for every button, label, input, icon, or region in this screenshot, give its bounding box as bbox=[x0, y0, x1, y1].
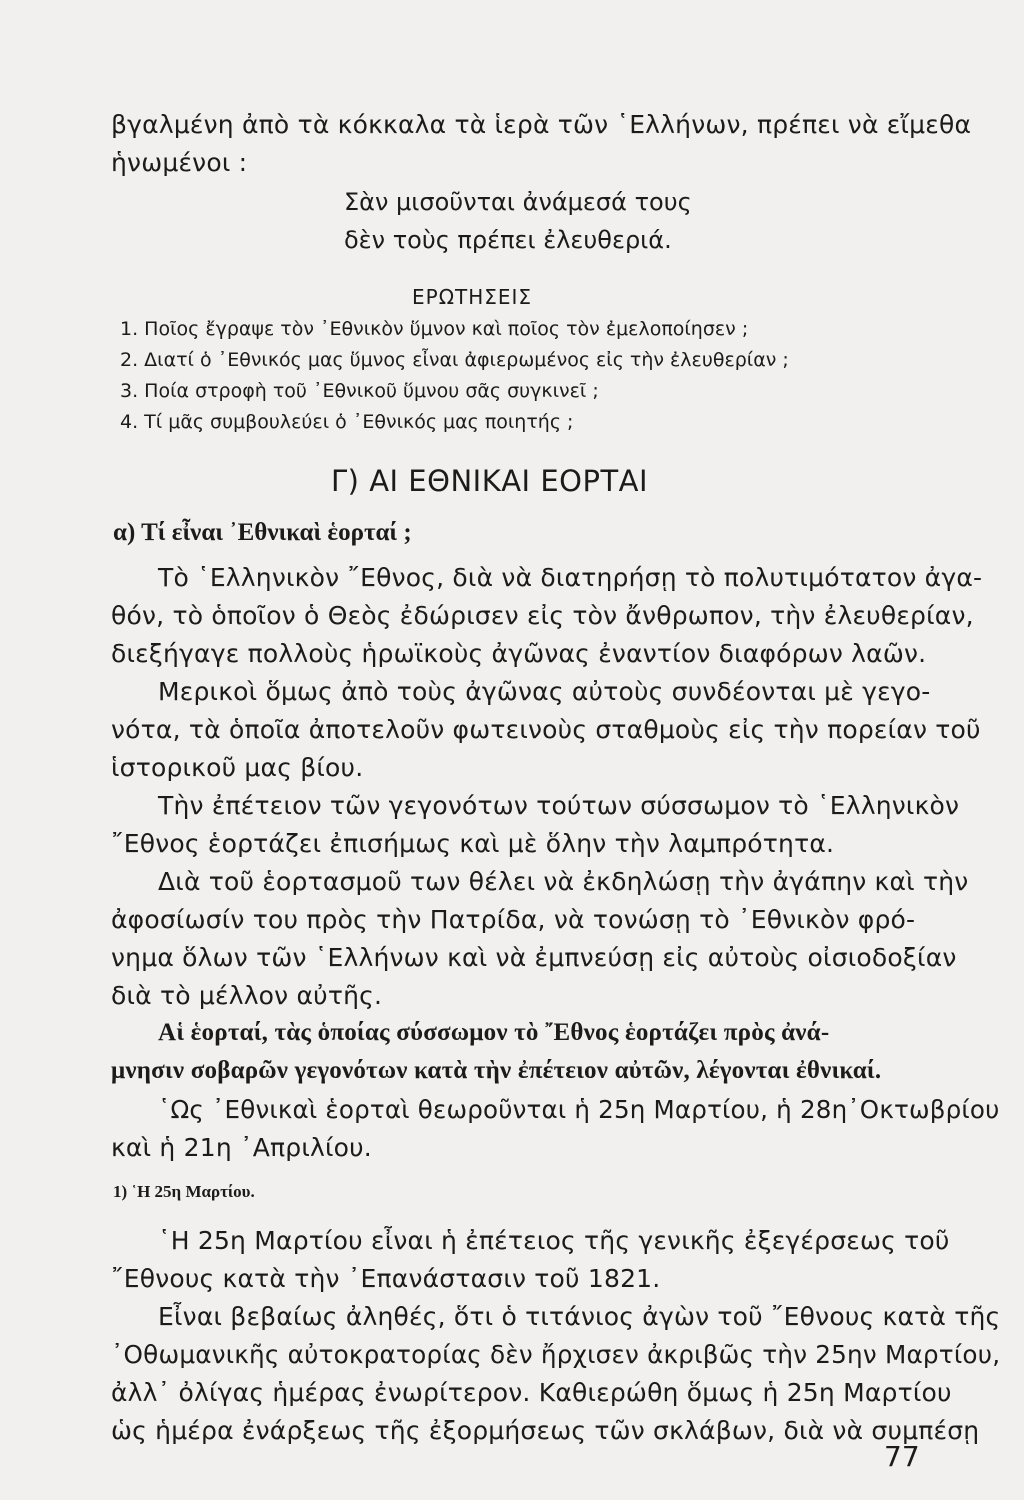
subsection-1-heading: 1) ῾Η 25η Μαρτίου. bbox=[113, 1182, 255, 1201]
march-para-2-line-2: ᾽Οθωμανικῆς αὐτοκρατορίας δὲν ἤρχισεν ἀκριβῶς τὴν 25ην Μαρτίου, bbox=[111, 1340, 1001, 1369]
para-2-line-1: Μερικοὶ ὅμως ἀπὸ τοὺς ἀγῶνας αὐτοὺς συνδέονται μὲ γεγο- bbox=[158, 677, 931, 706]
subsection-a-heading: α) Τί εἶναι ᾽Εθνικαὶ ἑορταί ; bbox=[113, 519, 412, 546]
para-4-line-2: ἀφοσίωσίν του πρὸς τὴν Πατρίδα, νὰ τονώσῃ τὸ ᾽Εθνικὸν φρό- bbox=[111, 905, 916, 934]
quote-line-2: δὲν τοὺς πρέπει ἐλευθεριά. bbox=[344, 226, 672, 254]
march-para-2-line-3: ἀλλ᾽ ὀλίγας ἡμέρας ἐνωρίτερον. Καθιερώθη ὅμως ἡ 25η Μαρτίου bbox=[111, 1378, 952, 1407]
march-para-2-line-4: ὡς ἡμέρα ἐνάρξεως τῆς ἐξορμήσεως τῶν σκλάβων, διὰ νὰ συμπέσῃ bbox=[111, 1416, 980, 1445]
para-5-line-1: ῾Ως ᾽Εθνικαὶ ἑορταὶ θεωροῦνται ἡ 25η Μαρτίου, ἡ 28η᾽Οκτωβρίου bbox=[158, 1095, 1000, 1124]
question-1: 1. Ποῖος ἔγραψε τὸν ᾽Εθνικὸν ὕμνον καὶ ποῖος τὸν ἐμελοποίησεν ; bbox=[120, 318, 749, 340]
march-para-2-line-1: Εἶναι βεβαίως ἀληθές, ὅτι ὁ τιτάνιος ἀγὼν τοῦ ῎Εθνους κατὰ τῆς bbox=[158, 1302, 1001, 1331]
para-4-line-3: νημα ὅλων τῶν ῾Ελλήνων καὶ νὰ ἐμπνεύσῃ εἰς αὐτοὺς οἰσιοδοξίαν bbox=[111, 943, 957, 972]
page-number: 77 bbox=[884, 1440, 920, 1473]
para-4-line-1: Διὰ τοῦ ἑορτασμοῦ των θέλει νὰ ἐκδηλώσῃ τὴν ἀγάπην καὶ τὴν bbox=[158, 867, 969, 896]
definition-line-1: Αἱ ἑορταί, τὰς ὁποίας σύσσωμον τὸ ῎Εθνος ἑορτάζει πρὸς ἀνά- bbox=[158, 1019, 830, 1046]
para-3-line-1: Τὴν ἐπέτειον τῶν γεγονότων τούτων σύσσωμον τὸ ῾Ελληνικὸν bbox=[158, 791, 960, 820]
march-para-1-line-1: ῾Η 25η Μαρτίου εἶναι ἡ ἐπέτειος τῆς γενικῆς ἐξεγέρσεως τοῦ bbox=[158, 1226, 950, 1255]
definition-line-2: μνησιν σοβαρῶν γεγονότων κατὰ τὴν ἐπέτειον αὐτῶν, λέγονται ἐθνικαί. bbox=[111, 1057, 882, 1084]
para-5-line-2: καὶ ἡ 21η ᾽Απριλίου. bbox=[111, 1133, 372, 1162]
continuation-line-2: ἡνωμένοι : bbox=[111, 148, 248, 177]
questions-heading: ΕΡΩΤΗΣΕΙΣ bbox=[412, 285, 533, 309]
para-2-line-3: ἱστορικοῦ μας βίου. bbox=[111, 753, 364, 782]
quote-line-1: Σὰν μισοῦνται ἀνάμεσά τους bbox=[344, 188, 692, 216]
continuation-line-1: βγαλμένη ἀπὸ τὰ κόκκαλα τὰ ἱερὰ τῶν ῾Ελλήνων, πρέπει νὰ εἴμεθα bbox=[111, 110, 972, 139]
para-3-line-2: ῎Εθνος ἑορτάζει ἐπισήμως καὶ μὲ ὅλην τὴν λαμπρότητα. bbox=[111, 829, 835, 858]
march-para-1-line-2: ῎Εθνους κατὰ τὴν ᾽Επανάστασιν τοῦ 1821. bbox=[111, 1264, 661, 1293]
para-2-line-2: νότα, τὰ ὁποῖα ἀποτελοῦν φωτεινοὺς σταθμοὺς εἰς τὴν πορείαν τοῦ bbox=[111, 715, 981, 744]
question-4: 4. Τί μᾶς συμβουλεύει ὁ ᾽Εθνικός μας ποιητής ; bbox=[120, 411, 574, 433]
para-1-line-1: Τὸ ῾Ελληνικὸν ῎Εθνος, διὰ νὰ διατηρήσῃ τὸ πολυτιμότατον ἀγα- bbox=[158, 563, 983, 592]
para-1-line-3: διεξήγαγε πολλοὺς ἡρωϊκοὺς ἀγῶνας ἐναντίον διαφόρων λαῶν. bbox=[111, 639, 927, 668]
question-3: 3. Ποία στροφὴ τοῦ ᾽Εθνικοῦ ὕμνου σᾶς συγκινεῖ ; bbox=[120, 380, 599, 402]
question-2: 2. Διατί ὁ ᾽Εθνικός μας ὕμνος εἶναι ἀφιερωμένος εἰς τὴν ἐλευθερίαν ; bbox=[120, 349, 789, 371]
section-title: Γ) ΑΙ ΕΘΝΙΚΑΙ ΕΟΡΤΑΙ bbox=[331, 464, 649, 498]
para-1-line-2: θόν, τὸ ὁποῖον ὁ Θεὸς ἐδώρισεν εἰς τὸν ἄνθρωπον, τὴν ἐλευθερίαν, bbox=[111, 601, 974, 630]
para-4-line-4: διὰ τὸ μέλλον αὐτῆς. bbox=[111, 981, 383, 1010]
